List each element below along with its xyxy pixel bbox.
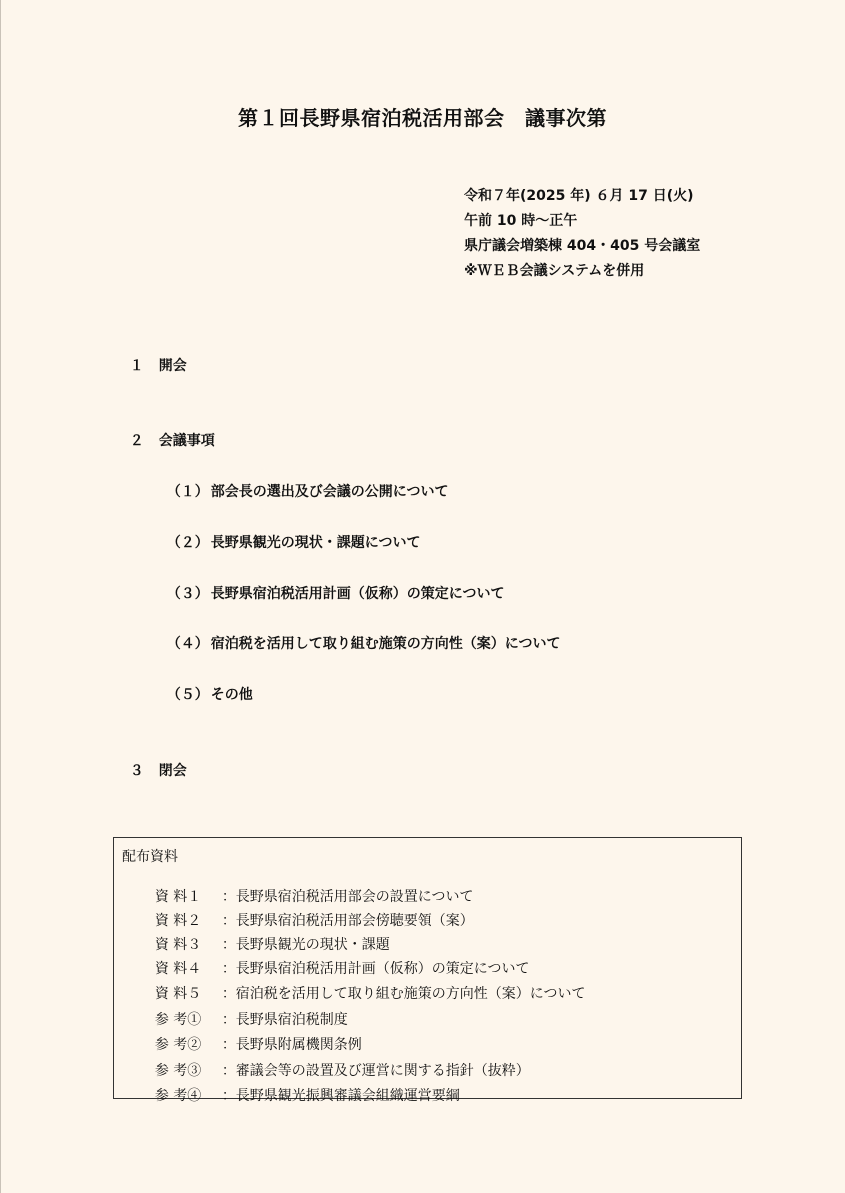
agenda-label: 長野県観光の現状・課題について [210, 535, 421, 551]
agenda-item-1 [157, 465, 448, 501]
agenda-number: （５） [166, 687, 209, 703]
section-opening [120, 339, 187, 375]
material-label: ：長野県宿泊税活用計画（仮称）の策定について [221, 961, 530, 977]
material-label: ：長野県観光の現状・課題 [221, 937, 390, 953]
material-label: ：長野県宿泊税活用部会の設置について [221, 889, 474, 905]
material-label: ：長野県宿泊税制度 [221, 1012, 348, 1028]
material-label: ：長野県附属機関条例 [221, 1037, 362, 1053]
material-code: 資 料５ [154, 986, 202, 1002]
material-code: 資 料４ [154, 961, 202, 977]
material-label: ：長野県宿泊税活用部会傍聴要領（案） [221, 913, 474, 929]
section-agenda [120, 414, 215, 450]
material-label: ：審議会等の設置及び運営に関する指針（抜粋） [221, 1063, 530, 1079]
materials-box [113, 837, 742, 1104]
meeting-place: 県庁議会増築棟 404・405 号会議室 [464, 238, 701, 254]
agenda-item-2 [157, 516, 420, 552]
material-item [137, 1044, 530, 1079]
section-label: 開会 [158, 358, 187, 374]
meeting-date: 令和７年(2025 年) ６月 17 日(火) [464, 188, 694, 204]
agenda-number: （１） [166, 484, 209, 500]
section-label: 閉会 [158, 763, 187, 779]
material-code: 参 考③ [154, 1063, 202, 1079]
meeting-note: ※ＷＥＢ会議システムを併用 [464, 263, 645, 279]
document-title: 第１回長野県宿泊税活用部会 議事次第 [238, 106, 607, 130]
material-item [137, 870, 474, 905]
agenda-number: （２） [166, 535, 209, 551]
material-item [137, 967, 586, 1002]
agenda-item-5 [157, 668, 253, 704]
material-item [137, 1069, 460, 1104]
agenda-label: 長野県宿泊税活用計画（仮称）の策定について [210, 586, 505, 602]
section-closing [120, 744, 187, 780]
page-edge [0, 0, 1, 1193]
agenda-label: 宿泊税を活用して取り組む施策の方向性（案）について [210, 636, 561, 652]
section-number: １ [129, 358, 144, 374]
section-label: 会議事項 [158, 433, 215, 449]
material-item [137, 894, 474, 929]
section-number: ３ [129, 763, 144, 779]
agenda-item-3 [157, 567, 504, 603]
material-code: 資 料３ [154, 937, 202, 953]
material-code: 参 考④ [154, 1088, 202, 1104]
section-number: ２ [129, 433, 144, 449]
agenda-item-4 [157, 617, 560, 653]
material-item [137, 942, 530, 977]
material-code: 参 考② [154, 1037, 202, 1053]
material-code: 資 料１ [154, 889, 202, 905]
agenda-number: （４） [166, 636, 209, 652]
material-item [137, 993, 348, 1028]
meeting-info [464, 184, 700, 284]
material-label: ：長野県観光振興審議会組織運営要綱 [221, 1088, 460, 1104]
material-item [137, 918, 390, 953]
agenda-number: （３） [166, 586, 209, 602]
material-code: 資 料２ [154, 913, 202, 929]
material-code: 参 考① [154, 1012, 202, 1028]
material-item [137, 1018, 362, 1053]
agenda-label: 部会長の選出及び会議の公開について [210, 484, 449, 500]
materials-title: 配布資料 [122, 849, 178, 865]
material-label: ：宿泊税を活用して取り組む施策の方向性（案）について [221, 986, 586, 1002]
meeting-time: 午前 10 時～正午 [464, 213, 578, 229]
agenda-label: その他 [210, 687, 253, 703]
